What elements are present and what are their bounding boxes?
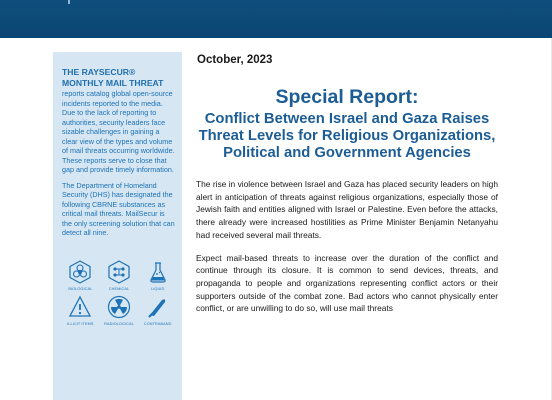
illicit-items-icon — [68, 295, 92, 319]
liquid-label: LIQUID — [151, 286, 165, 291]
threat-icon-grid — [62, 260, 176, 326]
chemical-icon — [107, 260, 131, 284]
header-mark — [68, 0, 70, 4]
report-title: Special Report: — [275, 86, 419, 108]
threat-biological — [62, 260, 99, 291]
article-paragraph-1: The rise in violence between Israel and Gaza has placed security leaders on high alert in anticipation of threats against religious organizations, especially those of Jewish faith and entities aligned with Israel or Palestine. Even before the attacks, there already were increased hostilities as Prime Minister Benjamin Netanyahu had received several mail threats. — [196, 179, 498, 240]
sidebar-dhs-note: The Department of Homeland Security (DHS) has designated the following CBRNE substances as critical mail threats. MailSecur is the only screening solution that can detect all nine. — [62, 180, 175, 237]
main-article — [196, 54, 498, 315]
radiological-icon — [107, 295, 131, 319]
threat-illicit-items — [62, 295, 99, 326]
sidebar-title: THE RAYSECUR® MONTHLY MAIL THREAT — [62, 67, 164, 88]
biological-label: BIOLOGICAL — [68, 286, 93, 291]
chemical-label: CHEMICAL — [108, 286, 130, 291]
article-paragraph-2: Expect mail-based threats to increase over the duration of the conflict and continue through its closure. It is common to send devices, threats, and propaganda to people and organizations representing conflict actors or their supporters outside of the combat zone. Bad actors who cannot physically enter conflict, or are unwilling to do so, will use mail threats — [196, 252, 498, 314]
sidebar-panel — [53, 52, 182, 400]
threat-liquid — [139, 260, 176, 291]
header-band — [0, 0, 552, 38]
report-date: October, 2023 — [197, 54, 273, 66]
threat-contraband — [139, 295, 176, 326]
radiological-label: RADIOLOGICAL — [104, 321, 134, 326]
threat-radiological — [101, 295, 138, 326]
biological-icon — [68, 260, 92, 284]
illicit-items-label: ILLICIT ITEMS — [67, 321, 94, 326]
threat-chemical — [101, 260, 138, 291]
report-subtitle: Conflict Between Israel and Gaza Raises Threat Levels for Religious Organizations, Political and Government Agencies — [198, 111, 496, 161]
contraband-icon — [146, 295, 170, 319]
contraband-label: CONTRABAND — [143, 321, 172, 326]
sidebar-intro: reports catalog global open-source incidents reported to the media. Due to the lack of reporting to authorities, security leaders face sizable challenges in gaining a clear view of the types and volume of mail threats occurring worldwide. These reports serve to close that gap and provide timely information. — [62, 89, 175, 174]
liquid-icon — [146, 260, 170, 284]
